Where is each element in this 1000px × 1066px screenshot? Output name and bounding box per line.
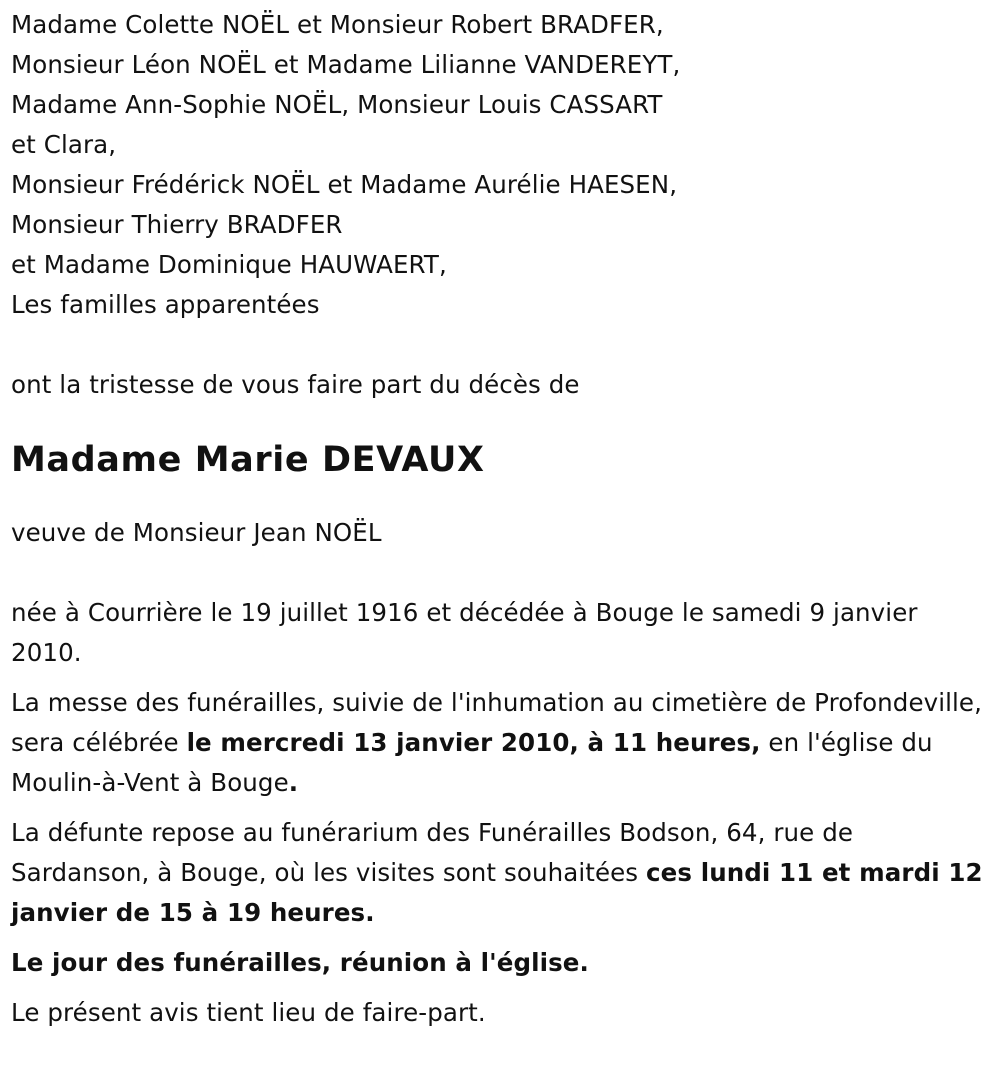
family-line: Les familles apparentées [11, 290, 320, 319]
birth-death-details: née à Courrière le 19 juillet 1916 et décédée à Bouge le samedi 9 janvier 2010. [11, 598, 918, 667]
mass-end-punct: . [288, 768, 299, 797]
mass-date: le mercredi 13 janvier 2010, à 11 heures, [186, 728, 761, 757]
funerarium-text: La défunte repose au funérarium des Funérailles Bodson, 64, rue de Sardanson, à Bouge, où les visites sont souhaitées [11, 818, 854, 887]
family-line: Monsieur Léon NOËL et Madame Lilianne VANDEREYT, [11, 50, 681, 79]
funerarium-details [11, 813, 986, 933]
announcement-intro: ont la tristesse de vous faire part du décès de [11, 370, 580, 399]
funeral-mass-details [11, 683, 986, 803]
family-line: et Madame Dominique HAUWAERT, [11, 250, 447, 279]
widow-of: veuve de Monsieur Jean NOËL [11, 518, 382, 547]
gathering-notice [11, 943, 986, 983]
family-line: Monsieur Thierry BRADFER [11, 210, 343, 239]
deceased-name: Madame Marie DEVAUX [11, 440, 485, 480]
mass-text-after: en l'église du Moulin-à-Vent à Bouge [11, 728, 933, 797]
obituary-notice [11, 0, 986, 1033]
family-line: Monsieur Frédérick NOËL et Madame Aurélie HAESEN, [11, 170, 678, 199]
visiting-hours: ces lundi 11 et mardi 12 janvier de 15 à 19 heures. [11, 858, 983, 927]
family-line: et Clara, [11, 130, 117, 159]
family-list [11, 5, 986, 325]
notice-statement: Le présent avis tient lieu de faire-part. [11, 998, 486, 1027]
family-line: Madame Colette NOËL et Monsieur Robert BRADFER, [11, 10, 664, 39]
mass-text-before: La messe des funérailles, suivie de l'inhumation au cimetière de Profondeville, sera célébrée [11, 688, 982, 757]
gathering-text: Le jour des funérailles, réunion à l'église. [11, 948, 589, 977]
family-line: Madame Ann-Sophie NOËL, Monsieur Louis CASSART [11, 90, 663, 119]
